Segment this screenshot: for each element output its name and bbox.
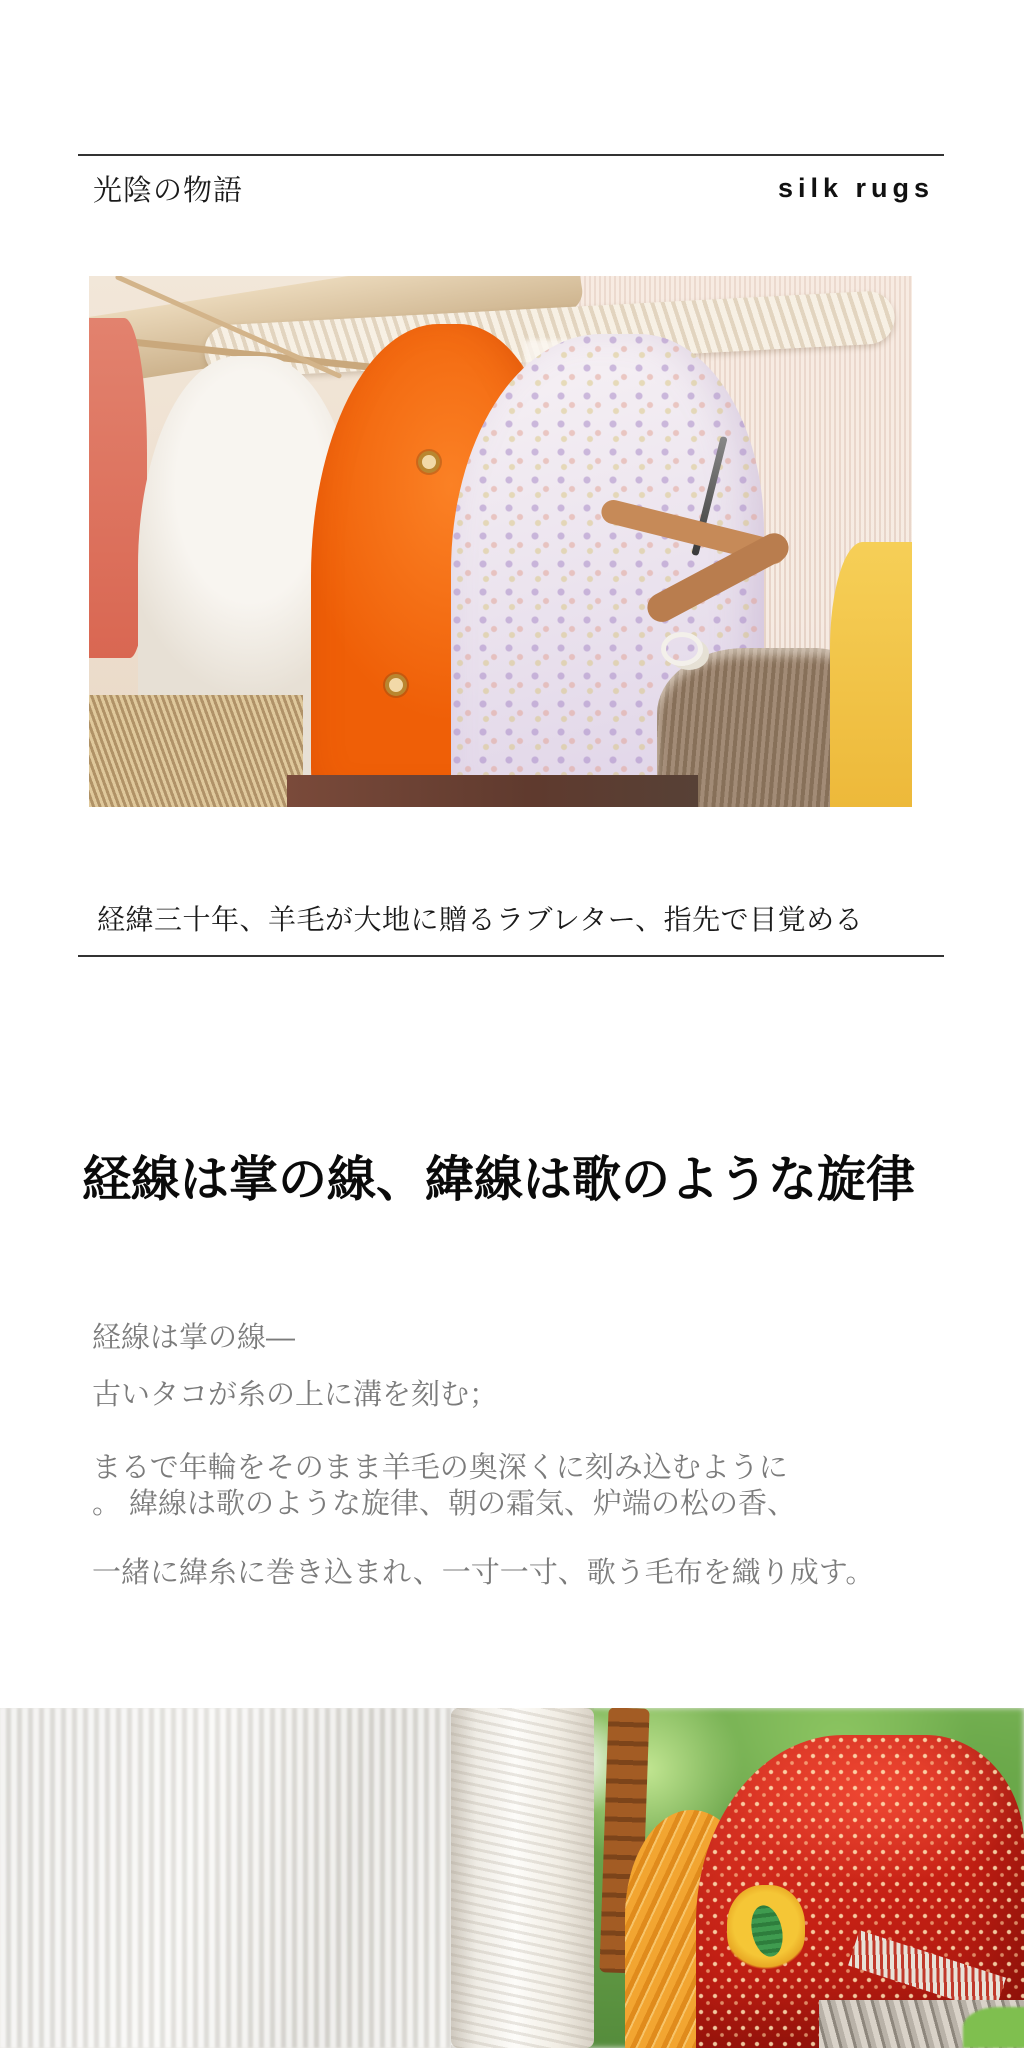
article-heading: 経線は掌の線、緯線は歌のような旋律	[82, 1153, 916, 1207]
caption-divider	[78, 955, 944, 957]
site-title: 光陰の物語	[93, 174, 244, 207]
paragraph	[92, 1450, 952, 1522]
leaf-corner	[963, 2007, 1024, 2048]
white-bangles	[661, 632, 703, 666]
paragraph-line: 古いタコが糸の上に溝を刻む；	[92, 1379, 499, 1411]
footer-image	[0, 1708, 1024, 2048]
hero-image	[89, 276, 912, 807]
paragraph-line: 一緒に緯糸に巻き込まれ、一寸一寸、歌う毛布を織り成す。	[92, 1557, 875, 1589]
paragraph-line: まるで年輪をそのまま羊毛の奥深くに刻み込むように	[92, 1452, 788, 1484]
brand-wordmark: silk rugs	[777, 172, 934, 203]
fabric-roll-braid-texture	[451, 1708, 594, 2048]
header	[78, 166, 944, 210]
yellow-fabric-corner	[830, 542, 912, 808]
header-top-divider	[78, 154, 944, 156]
paragraph	[92, 1555, 952, 1591]
dark-rug-strip	[287, 775, 699, 807]
straw-ground	[89, 695, 303, 807]
paragraph-line: 経線は掌の線—	[92, 1322, 296, 1354]
paragraph	[92, 1377, 952, 1413]
hero-caption: 経緯三十年、羊毛が大地に贈るラブレター、指先で目覚める	[97, 904, 864, 935]
paragraph-line: 。 緯線は歌のような旋律、朝の霜気、炉端の松の香、	[92, 1488, 797, 1520]
sheer-curtain	[0, 1708, 481, 2048]
paragraph	[92, 1320, 952, 1356]
